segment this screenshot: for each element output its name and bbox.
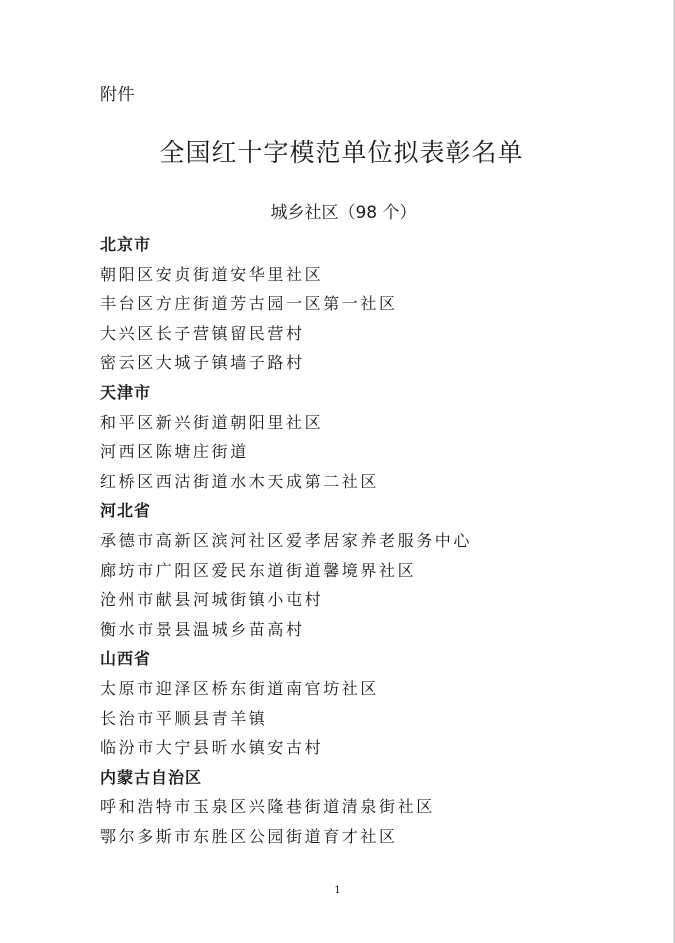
region-heading: 河北省 bbox=[100, 501, 152, 521]
list-item: 衡水市景县温城乡苗高村 bbox=[100, 619, 305, 639]
list-item: 廊坊市广阳区爱民东道街道馨境界社区 bbox=[100, 560, 417, 580]
region-heading: 天津市 bbox=[100, 382, 152, 402]
list-item: 呼和浩特市玉泉区兴隆巷街道清泉街社区 bbox=[100, 797, 435, 817]
list-item: 红桥区西沽街道水木天成第二社区 bbox=[100, 471, 380, 491]
list-item: 大兴区长子营镇留民营村 bbox=[100, 323, 305, 343]
list-item: 太原市迎泽区桥东街道南官坊社区 bbox=[100, 678, 380, 698]
section-heading: 城乡社区（98 个） bbox=[270, 203, 417, 223]
region-heading: 山西省 bbox=[100, 649, 152, 669]
list-item: 河西区陈塘庄街道 bbox=[100, 442, 249, 462]
list-item: 临汾市大宁县昕水镇安古村 bbox=[100, 738, 324, 758]
page-number: 1 bbox=[334, 885, 341, 896]
unit-list bbox=[100, 230, 620, 851]
list-item: 和平区新兴街道朝阳里社区 bbox=[100, 412, 324, 432]
list-item: 密云区大城子镇墙子路村 bbox=[100, 353, 305, 373]
list-item: 沧州市献县河城街镇小屯村 bbox=[100, 590, 324, 610]
list-item: 承德市高新区滨河社区爱孝居家养老服务中心 bbox=[100, 530, 473, 550]
region-heading: 北京市 bbox=[100, 235, 152, 254]
region-heading: 内蒙古自治区 bbox=[100, 767, 203, 787]
list-item: 长治市平顺县青羊镇 bbox=[100, 708, 268, 728]
list-item: 丰台区方庄街道芳古园一区第一社区 bbox=[100, 294, 398, 314]
attachment-label: 附件 bbox=[100, 85, 135, 105]
list-item: 鄂尔多斯市东胜区公园街道育才社区 bbox=[100, 826, 398, 846]
list-item: 朝阳区安贞街道安华里社区 bbox=[100, 264, 324, 284]
document-title: 全国红十字模范单位拟表彰名单 bbox=[159, 138, 524, 167]
